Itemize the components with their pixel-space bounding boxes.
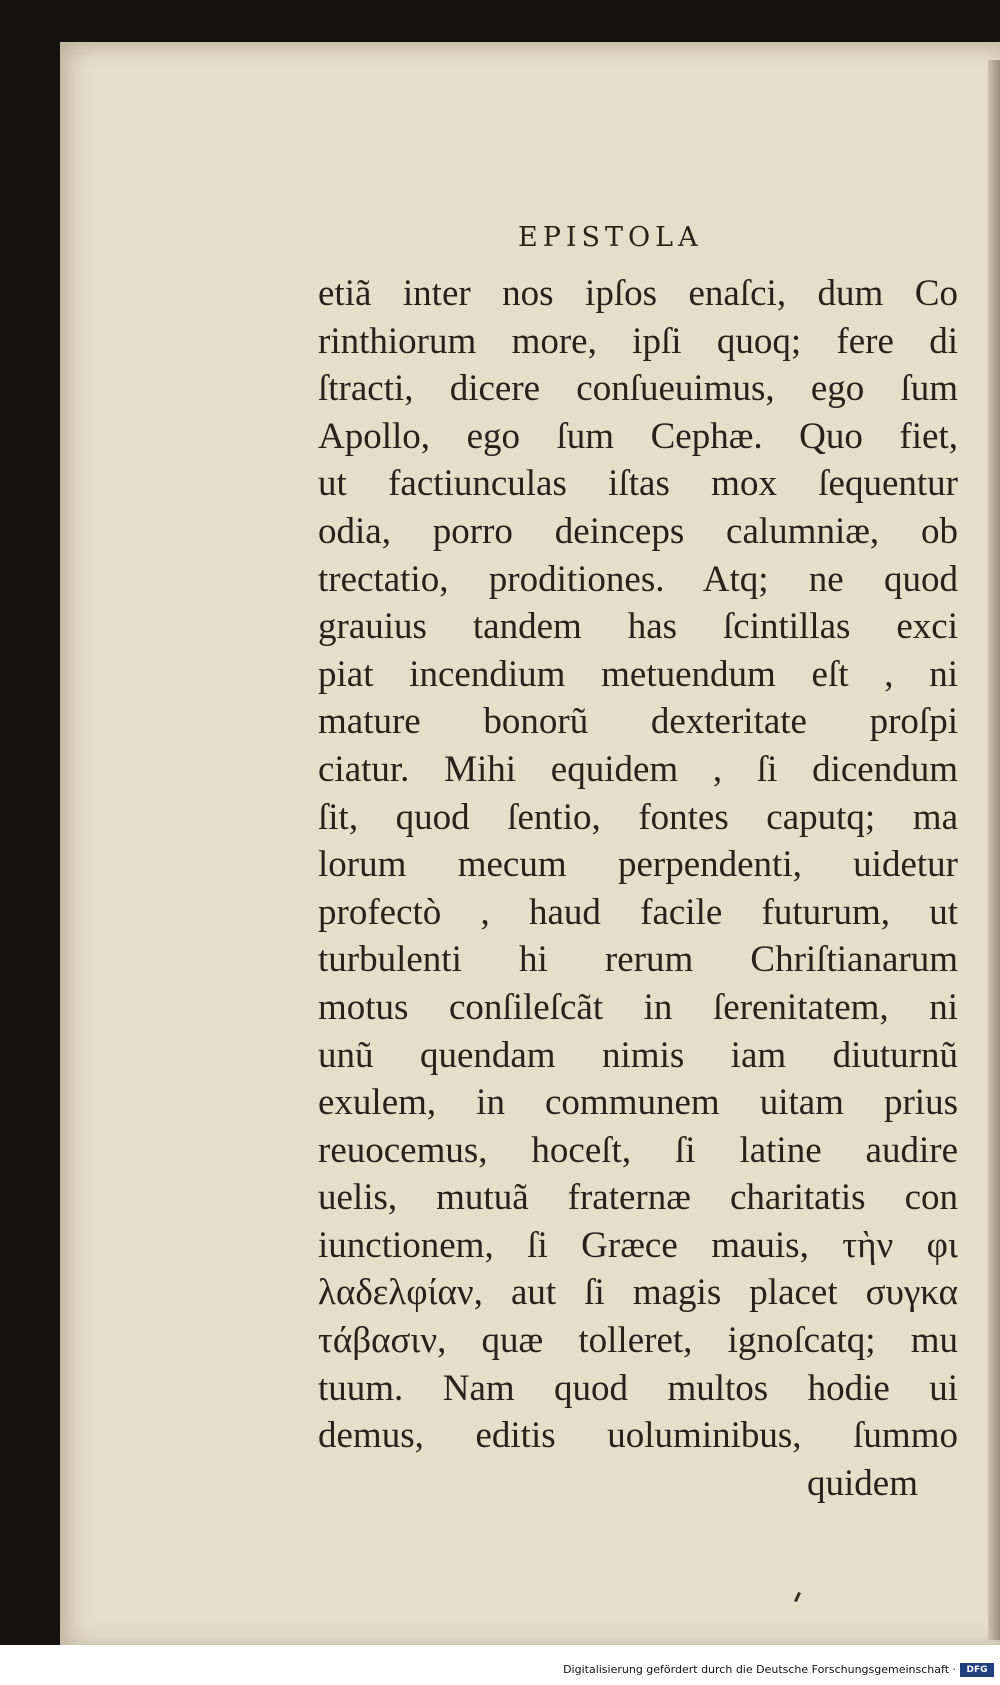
text-line: mature bonorũ dexteritate proſpi xyxy=(318,701,958,743)
text-line: ſtracti, dicere conſueuimus, ego ſum xyxy=(318,368,958,410)
dfg-logo-icon: DFG xyxy=(960,1663,994,1677)
text-line: tuum. Nam quod multos hodie ui xyxy=(318,1367,958,1409)
catchword: quidem xyxy=(807,1462,918,1504)
text-line: ciatur. Mihi equidem , ſi dicendum xyxy=(318,748,958,790)
text-line: rinthiorum more, ipſi quoq; fere di xyxy=(318,320,958,362)
text-line: λαδελφίαν, aut ſi magis placet συγκα xyxy=(318,1272,958,1314)
text-line: profectò , haud facile futurum, ut xyxy=(318,891,958,933)
footer-credit: Digitalisierung gefördert durch die Deutsche Forschungsgemeinschaft · xyxy=(563,1663,956,1676)
text-line: lorum mecum perpendenti, uidetur xyxy=(318,844,958,886)
running-head: EPISTOLA xyxy=(518,222,703,253)
text-line: turbulenti hi rerum Chriſtianarum xyxy=(318,939,958,981)
text-line: reuocemus, hoceſt, ſi latine audire xyxy=(318,1129,958,1171)
text-line: etiã inter nos ipſos enaſci, dum Co xyxy=(318,273,958,314)
text-line: exulem, in communem uitam prius xyxy=(318,1082,958,1124)
text-line: grauius tandem has ſcintillas exci xyxy=(318,606,958,648)
text-line: τάβασιν, quæ tolleret, ignoſcatq; mu xyxy=(318,1320,958,1362)
text-line: ut factiunculas iſtas mox ſequentur xyxy=(318,463,958,505)
text-line: odia, porro deinceps calumniæ, ob xyxy=(318,510,958,552)
text-block xyxy=(318,270,958,1507)
footer-bar xyxy=(0,1645,1000,1685)
text-line: ſit, quod ſentio, fontes caputq; ma xyxy=(318,796,958,838)
text-line: uelis, mutuã fraternæ charitatis con xyxy=(318,1177,958,1219)
text-line: demus, editis uoluminibus, ſummo xyxy=(318,1415,958,1457)
text-line: unũ quendam nimis iam diuturnũ xyxy=(318,1034,958,1076)
text-line: trectatio, proditiones. Atq; ne quod xyxy=(318,558,958,600)
text-line: piat incendium metuendum eſt , ni xyxy=(318,653,958,695)
text-line: iunctionem, ſi Græce mauis, τὴν φι xyxy=(318,1224,958,1266)
text-line: Apollo, ego ſum Cephæ. Quo fiet, xyxy=(318,415,958,457)
page-edge xyxy=(988,60,1000,1640)
text-line: motus conſileſcãt in ſerenitatem, ni xyxy=(318,986,958,1028)
